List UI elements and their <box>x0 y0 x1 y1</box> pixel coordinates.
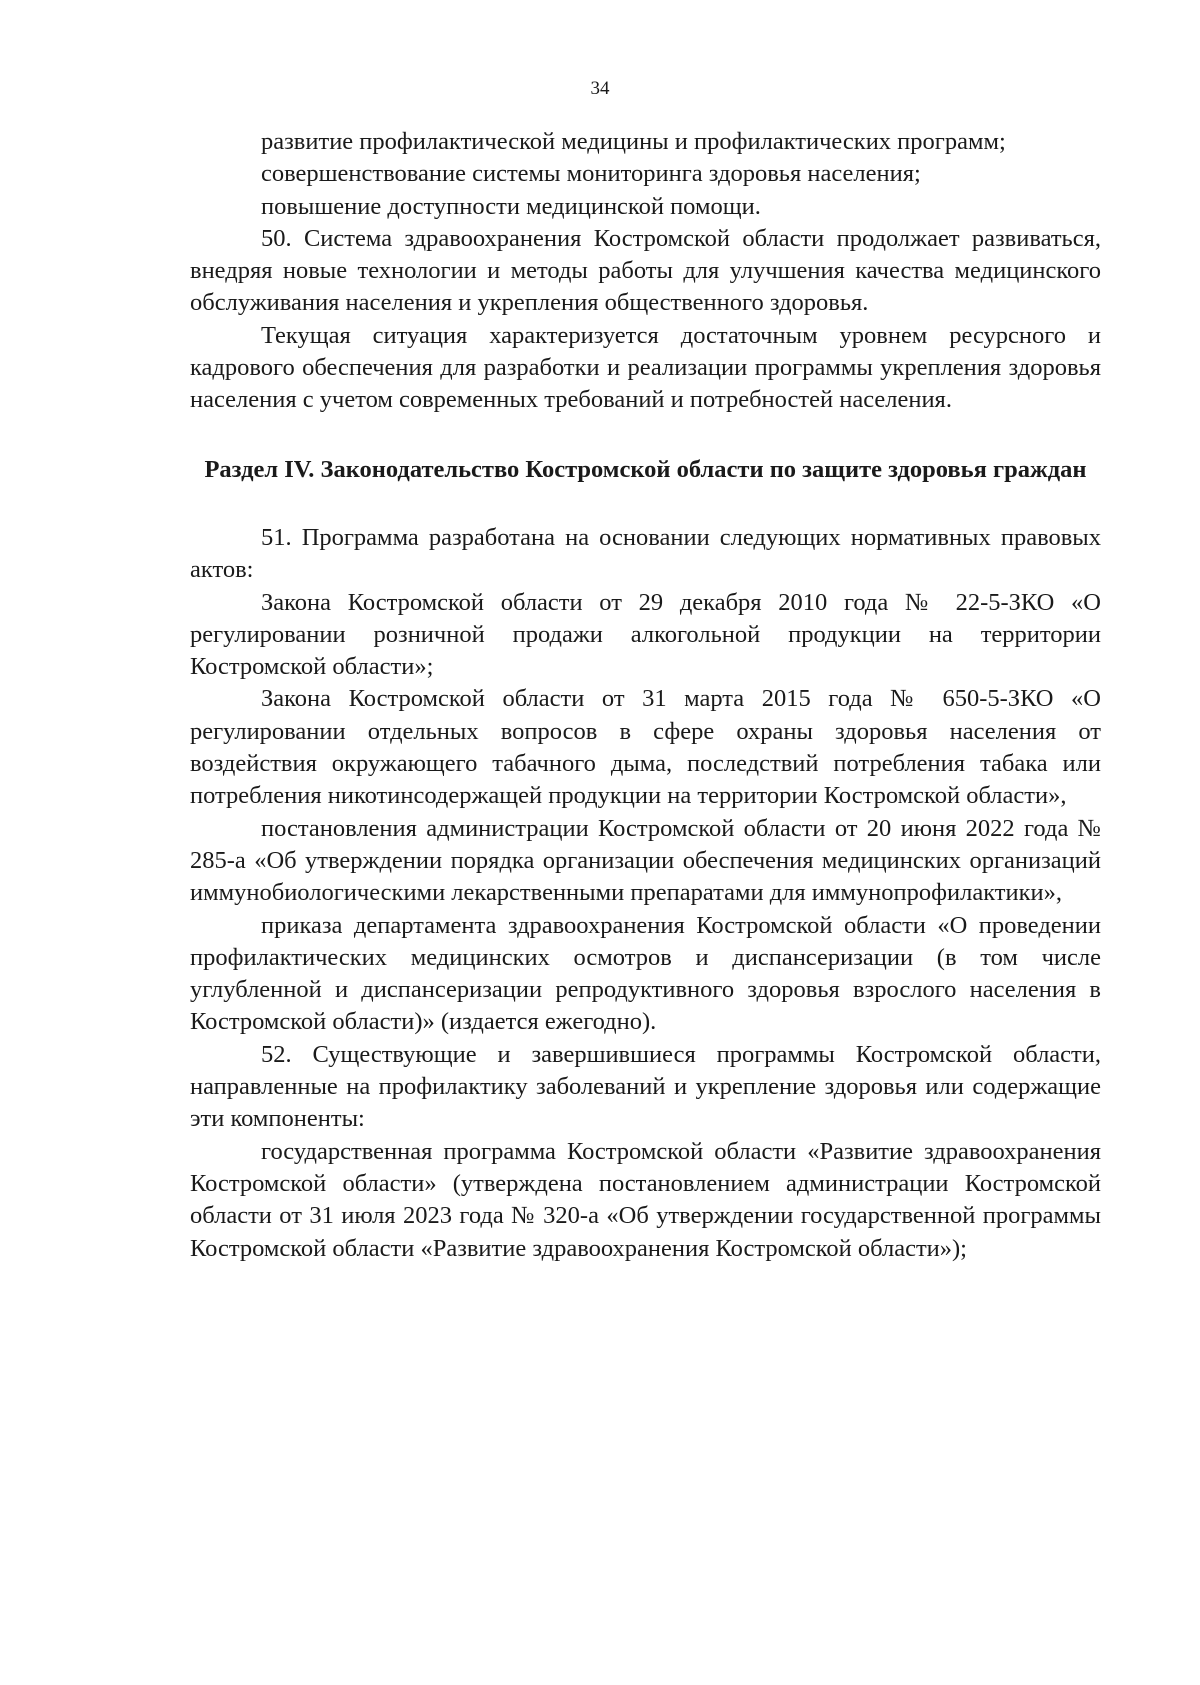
paragraph: развитие профилактической медицины и профилактических программ; <box>261 128 1006 155</box>
paragraph: совершенствование системы мониторинга здоровья населения; <box>261 160 921 188</box>
paragraph: приказа департамента здравоохранения Костромской области «О проведении профилактических медицинских осмотров и диспансеризации (в том числе углубленной и диспансеризации репродуктивного здоровья взрослого населения в Костромской области)» (издается ежегодно). <box>190 911 1101 1036</box>
page-number: 34 <box>590 78 610 99</box>
paragraph: Текущая ситуация характеризуется достаточным уровнем ресурсного и кадрового обеспечения для разработки и реализации программы укрепления здоровья населения с учетом современных требований и потребностей населения. <box>190 321 1101 414</box>
page-body <box>190 126 1101 1265</box>
paragraph: постановления администрации Костромской области от 20 июня 2022 года № 285-а «Об утверждении порядка организации обеспечения медицинских организаций иммунобиологическими лекарственными препаратами для иммунопрофилактики», <box>190 814 1101 907</box>
paragraph: 51. Программа разработана на основании следующих нормативных правовых актов: <box>190 523 1101 584</box>
section-title: Раздел IV. Законодательство Костромской области по защите здоровья граждан <box>204 455 1087 483</box>
paragraph: Закона Костромской области от 31 марта 2015 года № 650-5-ЗКО «О регулировании отдельных вопросов в сфере охраны здоровья населения от воздействия окружающего табачного дыма, последствий потребления табака или потребления никотинсодержащей продукции на территории Костромской области», <box>190 685 1101 810</box>
paragraph: 52. Существующие и завершившиеся программы Костромской области, направленные на профилактику заболеваний и укрепление здоровья или содержащие эти компоненты: <box>190 1040 1101 1133</box>
paragraph: повышение доступности медицинской помощи. <box>261 192 761 220</box>
paragraph: государственная программа Костромской области «Развитие здравоохранения Костромской области» (утверждена постановлением администрации Костромской области от 31 июля 2023 года № 320-а «Об утверждении государственной программы Костромской области «Развитие здравоохранения Костромской области»); <box>190 1137 1101 1262</box>
paragraph: 50. Система здравоохранения Костромской области продолжает развиваться, внедряя новые технологии и методы работы для улучшения качества медицинского обслуживания населения и укрепления общественного здоровья. <box>190 224 1101 317</box>
paragraph: Закона Костромской области от 29 декабря 2010 года № 22-5-ЗКО «О регулировании розничной продажи алкогольной продукции на территории Костромской области»; <box>190 588 1101 681</box>
